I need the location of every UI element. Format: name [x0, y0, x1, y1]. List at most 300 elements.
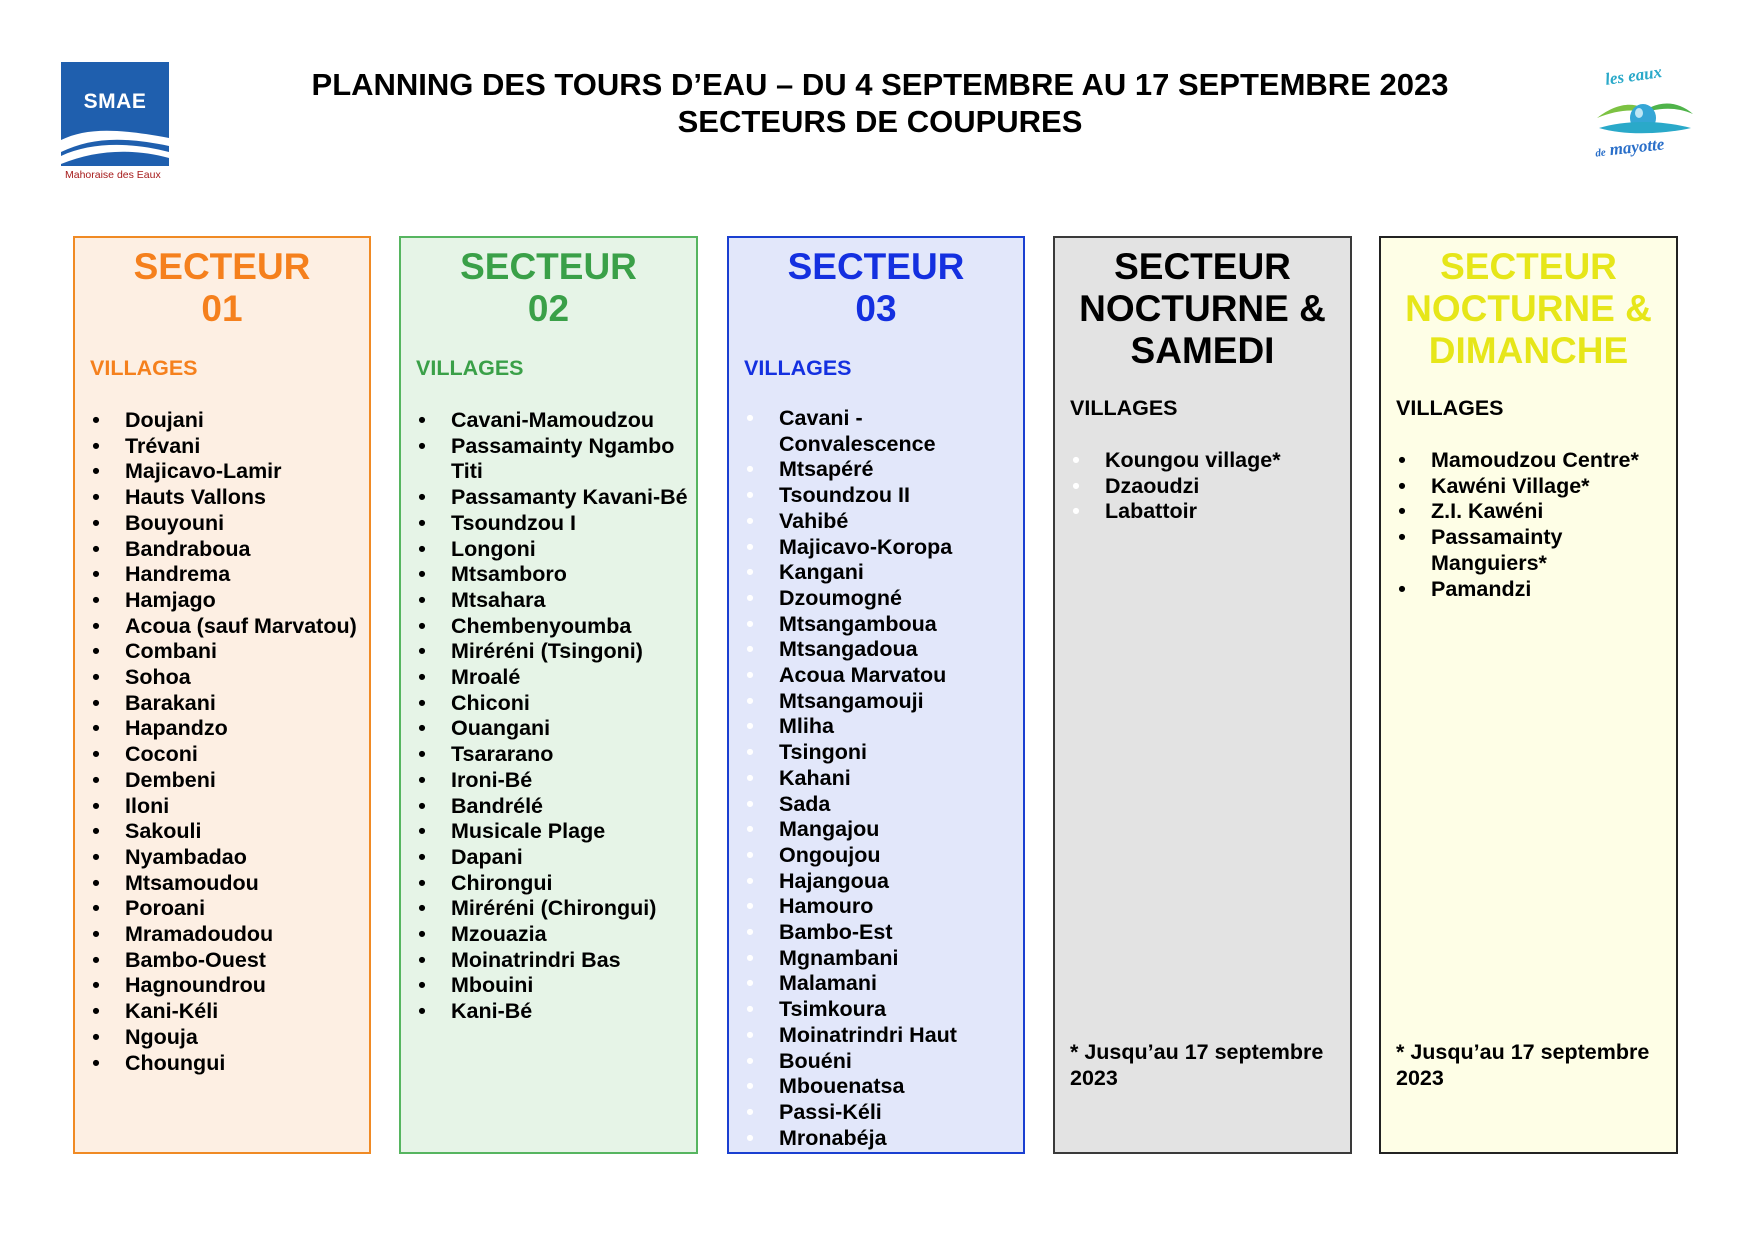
village-name: Chiconi: [451, 690, 530, 715]
village-item: [416, 588, 690, 614]
bullet-icon: •: [92, 613, 100, 638]
village-name: Koungou village*: [1105, 448, 1281, 472]
village-item: [90, 716, 363, 742]
village-item: [744, 483, 1017, 509]
village-name: Ironi-Bé: [451, 767, 533, 792]
village-name: Mzouazia: [451, 922, 547, 947]
bullet-icon: •: [418, 485, 426, 510]
village-item: [416, 614, 690, 640]
village-item: [744, 1126, 1017, 1152]
bullet-icon: •: [92, 999, 100, 1024]
bullet-icon: •: [418, 870, 426, 895]
bullet-icon: •: [1398, 576, 1406, 601]
village-item: [416, 922, 690, 948]
bullet-icon: •: [92, 767, 100, 792]
village-name: Majicavo-Lamir: [125, 459, 282, 484]
bullet-icon: •: [418, 922, 426, 947]
village-item: [1396, 577, 1670, 603]
village-item: [744, 766, 1017, 792]
village-name: Passamanty Kavani-Bé: [451, 485, 688, 510]
bullet-icon: •: [1072, 473, 1080, 498]
village-name: Cavani - Convalescence: [779, 406, 936, 456]
eaux-de-mayotte-logo: [1595, 64, 1695, 174]
village-name: Iloni: [125, 793, 170, 818]
bullet-icon: •: [1398, 499, 1406, 524]
village-name: Ouangani: [451, 716, 551, 741]
village-name: Labattoir: [1105, 499, 1197, 524]
bullet-icon: •: [92, 716, 100, 741]
village-name: Mgnambani: [779, 945, 899, 970]
village-item: [744, 560, 1017, 586]
village-item: [744, 894, 1017, 920]
village-item: [90, 742, 363, 768]
village-name: Longoni: [451, 536, 536, 561]
village-name: Tsingoni: [779, 740, 867, 765]
village-list: [90, 408, 363, 1076]
village-item: [90, 434, 363, 460]
village-name: Pamandzi: [1431, 576, 1532, 601]
bullet-icon: •: [92, 459, 100, 484]
village-item: [416, 511, 690, 537]
sector-title: [1381, 238, 1676, 372]
bullet-icon: •: [92, 639, 100, 664]
village-item: [416, 537, 690, 563]
village-name: Kani-Bé: [451, 999, 533, 1024]
village-item: [416, 434, 690, 485]
village-name: Trévani: [125, 433, 201, 458]
bullet-icon: •: [92, 485, 100, 510]
bullet-icon: •: [418, 819, 426, 844]
bullet-icon: •: [746, 483, 754, 508]
village-name: Bandrélé: [451, 793, 544, 818]
bullet-icon: •: [92, 819, 100, 844]
village-item: [416, 665, 690, 691]
village-name: Mbouini: [451, 973, 534, 998]
bullet-icon: •: [746, 920, 754, 945]
village-name: Poroani: [125, 896, 206, 921]
villages-heading: VILLAGES: [744, 356, 852, 380]
village-name: Musicale Plage: [451, 819, 606, 844]
village-item: [1070, 448, 1344, 474]
logo-text-mayotte: mayotte: [1608, 134, 1666, 160]
bullet-icon: •: [418, 716, 426, 741]
bullet-icon: •: [746, 868, 754, 893]
village-item: [416, 768, 690, 794]
village-item: [416, 691, 690, 717]
village-name: Mtsahara: [451, 587, 546, 612]
village-name: Mtsamoudou: [125, 870, 259, 895]
village-item: [90, 562, 363, 588]
village-list: [744, 406, 1017, 1151]
bullet-icon: •: [746, 740, 754, 765]
village-item: [744, 1023, 1017, 1049]
bullet-icon: •: [418, 947, 426, 972]
village-item: [90, 794, 363, 820]
sector-title: [1055, 238, 1350, 372]
village-item: [744, 869, 1017, 895]
village-name: Bouéni: [779, 1048, 852, 1073]
village-item: [744, 740, 1017, 766]
village-item: [90, 511, 363, 537]
village-name: Acoua (sauf Marvatou): [125, 613, 357, 638]
village-name: Passamainty Ngambo Titi: [451, 433, 675, 484]
bullet-icon: •: [746, 714, 754, 739]
bullet-icon: •: [418, 742, 426, 767]
village-name: Passi-Kéli: [779, 1099, 882, 1124]
bullet-icon: •: [746, 534, 754, 559]
bullet-icon: •: [418, 408, 426, 432]
village-name: Kangani: [779, 560, 864, 585]
bullet-icon: •: [746, 457, 754, 482]
village-name: Acoua Marvatou: [779, 663, 947, 688]
sector-title-line: SECTEUR: [1440, 246, 1617, 287]
village-list: [416, 408, 690, 1025]
bullet-icon: •: [746, 817, 754, 842]
village-item: [416, 999, 690, 1025]
village-item: [90, 588, 363, 614]
village-name: Hagnoundrou: [125, 973, 266, 998]
sector-title-line: SECTEUR: [460, 246, 637, 287]
village-name: Mtsapéré: [779, 457, 874, 482]
village-item: [90, 1025, 363, 1051]
sector-title-line: DIMANCHE: [1428, 330, 1629, 371]
footnote: * Jusqu’au 17 septembre 2023: [1070, 1040, 1324, 1090]
village-item: [90, 408, 363, 434]
bullet-icon: •: [92, 870, 100, 895]
bullet-icon: •: [1072, 499, 1080, 524]
sector-title-line: 01: [201, 288, 243, 329]
village-name: Dembeni: [125, 767, 216, 792]
bullet-icon: •: [418, 793, 426, 818]
village-item: [744, 457, 1017, 483]
village-name: Tsararano: [451, 742, 554, 767]
village-item: [1396, 499, 1670, 525]
village-item: [90, 1051, 363, 1077]
villages-heading: VILLAGES: [416, 356, 524, 380]
village-name: Mramadoudou: [125, 922, 274, 947]
village-name: Bambo-Est: [779, 920, 893, 945]
bullet-icon: •: [746, 1074, 754, 1099]
bullet-icon: •: [746, 791, 754, 816]
village-name: Tsimkoura: [779, 997, 887, 1022]
bullet-icon: •: [746, 637, 754, 662]
bullet-icon: •: [418, 973, 426, 998]
village-item: [90, 614, 363, 640]
village-item: [744, 406, 1017, 457]
bullet-icon: •: [746, 945, 754, 970]
village-name: Z.I. Kawéni: [1431, 499, 1544, 524]
village-item: [416, 716, 690, 742]
villages-heading: VILLAGES: [1396, 396, 1504, 420]
village-name: Majicavo-Koropa: [779, 534, 953, 559]
smae-logo-brand: SMAE: [83, 90, 147, 113]
village-item: [744, 817, 1017, 843]
village-name: Moinatrindri Haut: [779, 1022, 957, 1047]
bullet-icon: •: [92, 1050, 100, 1075]
village-item: [90, 922, 363, 948]
bullet-icon: •: [746, 1125, 754, 1150]
village-item: [416, 408, 690, 434]
bullet-icon: •: [92, 562, 100, 587]
village-item: [744, 971, 1017, 997]
village-item: [744, 920, 1017, 946]
village-name: Tsoundzou II: [779, 483, 910, 508]
sector-title-line: SECTEUR: [787, 246, 965, 287]
bullet-icon: •: [418, 562, 426, 587]
village-name: Passamainty Manguiers*: [1431, 525, 1563, 575]
sector-title-line: 02: [527, 288, 570, 329]
bullet-icon: •: [92, 510, 100, 535]
bullet-icon: •: [92, 844, 100, 869]
bullet-icon: •: [418, 639, 426, 664]
sector-nocturne-samedi-panel: [1053, 236, 1352, 1154]
bullet-icon: •: [746, 663, 754, 688]
bullet-icon: •: [92, 408, 100, 432]
village-item: [416, 948, 690, 974]
bullet-icon: •: [418, 433, 426, 458]
smae-logo-tagline: Mahoraise des Eaux: [65, 169, 161, 181]
village-item: [90, 459, 363, 485]
bullet-icon: •: [418, 613, 426, 638]
bullet-icon: •: [92, 665, 100, 690]
village-item: [416, 485, 690, 511]
village-item: [90, 871, 363, 897]
bullet-icon: •: [746, 1099, 754, 1124]
village-item: [744, 714, 1017, 740]
village-name: Barakani: [125, 690, 216, 715]
bullet-icon: •: [92, 973, 100, 998]
village-item: [90, 948, 363, 974]
footnote: * Jusqu’au 17 septembre 2023: [1396, 1040, 1650, 1090]
village-item: [744, 612, 1017, 638]
bullet-icon: •: [1398, 473, 1406, 498]
village-item: [90, 999, 363, 1025]
village-name: Mtsangamouji: [779, 688, 924, 713]
bullet-icon: •: [746, 585, 754, 610]
village-item: [744, 946, 1017, 972]
village-name: Kawéni Village*: [1431, 473, 1590, 498]
sector-title-line: NOCTURNE &: [1079, 288, 1326, 329]
village-item: [744, 663, 1017, 689]
village-item: [90, 485, 363, 511]
water-drop-icon: [1595, 92, 1695, 142]
village-name: Hajangoua: [779, 868, 889, 893]
logo-text-les-eaux: les eaux: [1603, 62, 1664, 89]
village-name: Miréréni (Chirongui): [451, 896, 657, 921]
sector-title-line: SECTEUR: [133, 246, 311, 287]
bullet-icon: •: [746, 560, 754, 585]
bullet-icon: •: [1398, 525, 1406, 550]
bullet-icon: •: [418, 690, 426, 715]
bullet-icon: •: [746, 894, 754, 919]
village-name: Mtsangadoua: [779, 637, 918, 662]
village-name: Kani-Kéli: [125, 999, 219, 1024]
sector-02-panel: [399, 236, 698, 1154]
village-name: Dapani: [451, 844, 523, 869]
bullet-icon: •: [92, 922, 100, 947]
village-item: [416, 562, 690, 588]
village-name: Mliha: [779, 714, 834, 739]
village-name: Hamjago: [125, 587, 216, 612]
bullet-icon: •: [746, 1022, 754, 1047]
sector-title: [75, 238, 369, 330]
bullet-icon: •: [92, 433, 100, 458]
village-item: [416, 871, 690, 897]
sector-03-panel: [727, 236, 1025, 1154]
village-name: Bouyouni: [125, 510, 225, 535]
village-list: [1396, 448, 1670, 602]
bullet-icon: •: [92, 947, 100, 972]
village-item: [416, 794, 690, 820]
bullet-icon: •: [92, 587, 100, 612]
village-item: [1070, 499, 1344, 525]
bullet-icon: •: [418, 665, 426, 690]
smae-logo: [61, 62, 181, 187]
sector-title-line: SAMEDI: [1130, 330, 1275, 371]
village-name: Tsoundzou I: [451, 510, 576, 535]
bullet-icon: •: [92, 536, 100, 561]
village-item: [90, 537, 363, 563]
village-name: Sohoa: [125, 665, 191, 690]
sector-title-line: SECTEUR: [1114, 246, 1291, 287]
bullet-icon: •: [746, 406, 754, 430]
village-item: [90, 845, 363, 871]
village-name: Sakouli: [125, 819, 202, 844]
bullet-icon: •: [746, 611, 754, 636]
village-name: Cavani-Mamoudzou: [451, 408, 655, 432]
village-item: [744, 586, 1017, 612]
village-name: Mangajou: [779, 817, 880, 842]
bullet-icon: •: [418, 844, 426, 869]
village-item: [90, 896, 363, 922]
sector-nocturne-dimanche-panel: [1379, 236, 1678, 1154]
village-item: [744, 792, 1017, 818]
bullet-icon: •: [418, 536, 426, 561]
village-name: Coconi: [125, 742, 198, 767]
bullet-icon: •: [418, 587, 426, 612]
village-item: [416, 845, 690, 871]
bullet-icon: •: [746, 688, 754, 713]
logo-text-de: de: [1594, 146, 1607, 160]
smae-logo-square: [61, 62, 169, 166]
village-item: [416, 973, 690, 999]
village-item: [416, 639, 690, 665]
village-name: Handrema: [125, 562, 231, 587]
bullet-icon: •: [418, 999, 426, 1024]
village-name: Bandraboua: [125, 536, 251, 561]
villages-heading: VILLAGES: [1070, 396, 1178, 420]
village-name: Ongoujou: [779, 842, 881, 867]
village-name: Miréréni (Tsingoni): [451, 639, 643, 664]
bullet-icon: •: [418, 896, 426, 921]
village-name: Nyambadao: [125, 844, 247, 869]
bullet-icon: •: [92, 1024, 100, 1049]
village-item: [1396, 474, 1670, 500]
village-item: [744, 637, 1017, 663]
village-item: [90, 691, 363, 717]
village-name: Mamoudzou Centre*: [1431, 448, 1639, 472]
village-item: [744, 509, 1017, 535]
village-name: Chembenyoumba: [451, 613, 632, 638]
bullet-icon: •: [746, 971, 754, 996]
village-name: Malamani: [779, 971, 877, 996]
bullet-icon: •: [418, 510, 426, 535]
village-name: Sada: [779, 791, 831, 816]
village-name: Vahibé: [779, 508, 849, 533]
village-name: Kahani: [779, 765, 851, 790]
village-item: [1396, 448, 1670, 474]
sector-title-line: 03: [855, 288, 897, 329]
village-item: [416, 896, 690, 922]
sector-title: [401, 238, 696, 330]
village-item: [1070, 474, 1344, 500]
village-name: Mtsamboro: [451, 562, 567, 587]
village-name: Moinatrindri Bas: [451, 947, 621, 972]
village-item: [744, 1049, 1017, 1075]
bullet-icon: •: [1072, 448, 1080, 472]
village-name: Choungui: [125, 1050, 226, 1075]
village-name: Mbouenatsa: [779, 1074, 905, 1099]
village-item: [90, 639, 363, 665]
village-item: [416, 819, 690, 845]
village-name: Hauts Vallons: [125, 485, 266, 510]
village-name: Hapandzo: [125, 716, 228, 741]
village-name: Hamouro: [779, 894, 874, 919]
village-name: Bambo-Ouest: [125, 947, 266, 972]
village-item: [90, 665, 363, 691]
village-item: [90, 973, 363, 999]
village-name: Mtsangamboua: [779, 611, 937, 636]
page-subtitle: SECTEURS DE COUPURES: [677, 104, 1083, 139]
bullet-icon: •: [92, 690, 100, 715]
bullet-icon: •: [92, 742, 100, 767]
bullet-icon: •: [92, 896, 100, 921]
bullet-icon: •: [418, 767, 426, 792]
bullet-icon: •: [746, 842, 754, 867]
bullet-icon: •: [92, 793, 100, 818]
village-name: Combani: [125, 639, 217, 664]
page-title: PLANNING DES TOURS D’EAU – DU 4 SEPTEMBRE AU 17 SEPTEMBRE 2023: [311, 67, 1449, 102]
village-item: [1396, 525, 1670, 576]
village-item: [744, 843, 1017, 869]
village-item: [416, 742, 690, 768]
wave-icon: [61, 124, 169, 166]
village-name: Dzoumogné: [779, 585, 903, 610]
village-item: [744, 689, 1017, 715]
village-item: [744, 1100, 1017, 1126]
bullet-icon: •: [1398, 448, 1406, 472]
village-list: [1070, 448, 1344, 525]
village-name: Dzaoudzi: [1105, 473, 1200, 498]
village-item: [744, 1074, 1017, 1100]
village-name: Chirongui: [451, 870, 553, 895]
sector-title-line: NOCTURNE &: [1405, 288, 1652, 329]
bullet-icon: •: [746, 508, 754, 533]
sector-01-panel: [73, 236, 371, 1154]
village-item: [90, 768, 363, 794]
bullet-icon: •: [746, 765, 754, 790]
village-name: Ngouja: [125, 1024, 198, 1049]
bullet-icon: •: [746, 997, 754, 1022]
villages-heading: VILLAGES: [90, 356, 198, 380]
sector-title: [729, 238, 1023, 330]
bullet-icon: •: [746, 1048, 754, 1073]
village-item: [90, 819, 363, 845]
village-item: [744, 997, 1017, 1023]
village-item: [744, 535, 1017, 561]
village-name: Mroalé: [451, 665, 521, 690]
village-name: Mronabéja: [779, 1125, 887, 1150]
